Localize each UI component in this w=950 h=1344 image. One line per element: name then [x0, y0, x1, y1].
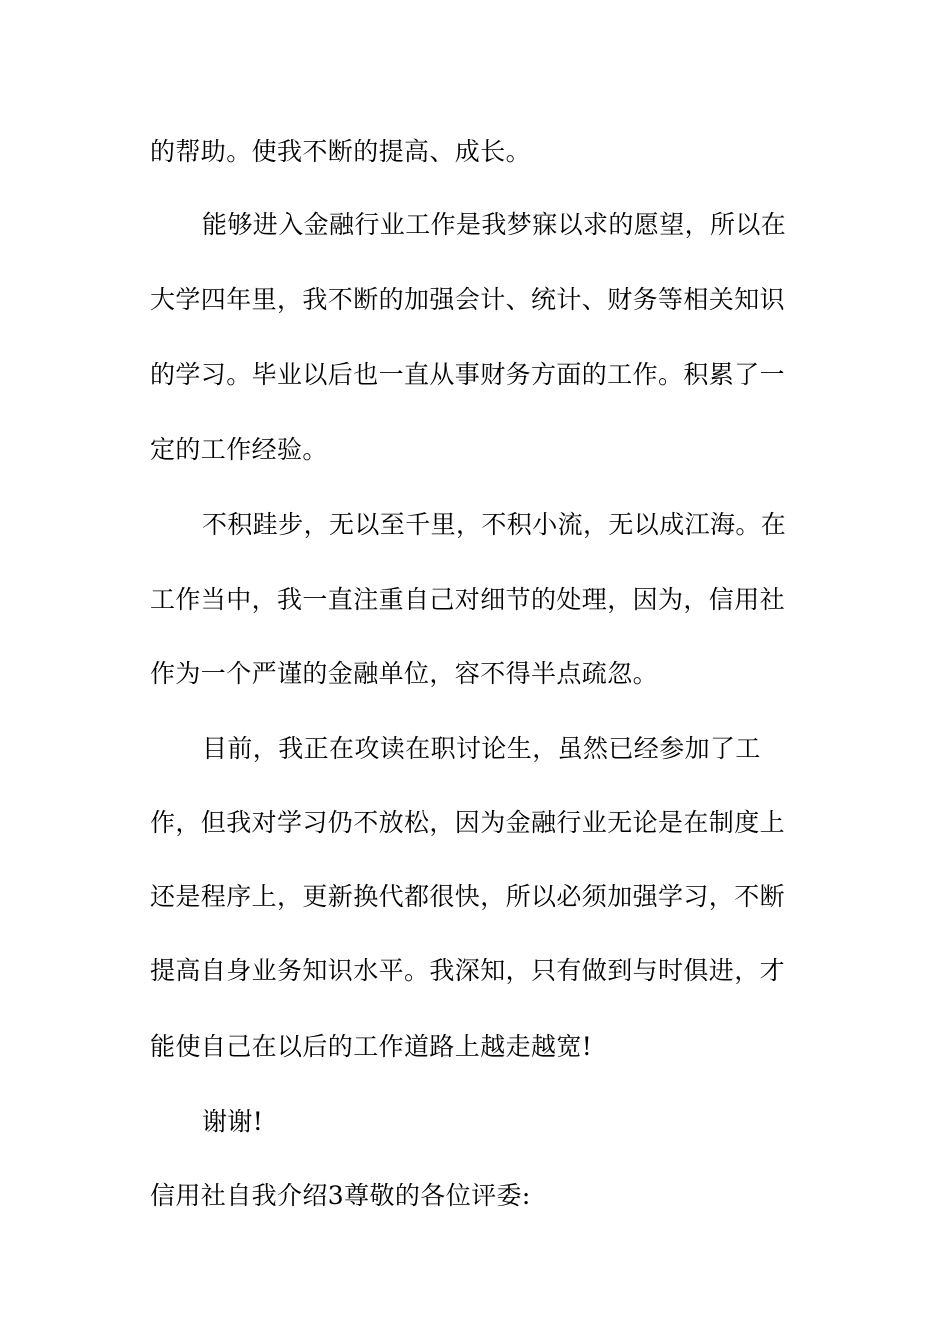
text-line: 定的工作经验。 — [150, 435, 328, 464]
text-line: 还是程序上，更新换代都很快，所以必须加强学习，不断 — [150, 882, 786, 911]
thanks-line: 谢谢! — [202, 1107, 264, 1136]
text-line: 工作当中，我一直注重自己对细节的处理，因为，信用社 — [150, 585, 786, 614]
text-line: 大学四年里，我不断的加强会计、统计、财务等相关知识 — [150, 285, 786, 314]
paragraph-first-line: 目前，我正在攻读在职讨论生，虽然已经参加了工 — [202, 734, 761, 763]
paragraph-first-line: 能够进入金融行业工作是我梦寐以求的愿望，所以在 — [202, 210, 787, 239]
text-line: 提高自身业务知识水平。我深知，只有做到与时俱进，才 — [150, 956, 786, 985]
text-line: 作，但我对学习仍不放松，因为金融行业无论是在制度上 — [150, 808, 786, 837]
text-line: 能使自己在以后的工作道路上越走越宽! — [150, 1032, 593, 1061]
text-line: 的帮助。使我不断的提高、成长。 — [150, 137, 532, 166]
text-line: 的学习。毕业以后也一直从事财务方面的工作。积累了一 — [150, 360, 786, 389]
text-line: 作为一个严谨的金融单位，容不得半点疏忽。 — [150, 659, 659, 688]
paragraph-first-line: 不积跬步，无以至千里，不积小流，无以成江海。在 — [202, 510, 787, 539]
section-heading: 信用社自我介绍3尊敬的各位评委: — [150, 1181, 531, 1210]
